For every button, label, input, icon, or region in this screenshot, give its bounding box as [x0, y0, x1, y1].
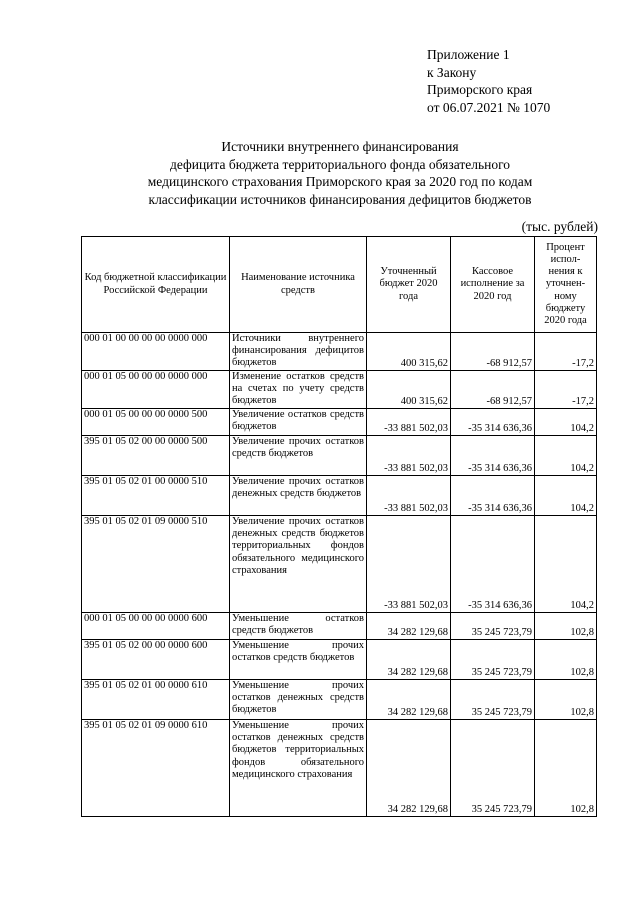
- cell-budget: 400 315,62: [367, 333, 451, 371]
- table-row: [82, 680, 597, 720]
- cell-code: 000 01 05 00 00 00 0000 600: [82, 613, 230, 640]
- cell-name: Изменение остатков средств на счетах по учету средств бюджетов: [230, 371, 367, 409]
- header-pct-line: бюджету: [545, 302, 586, 314]
- cell-exec: -68 912,57: [451, 371, 535, 409]
- table-row: [82, 409, 597, 436]
- title-line: дефицита бюджета территориального фонда обязательного: [169, 156, 511, 172]
- appendix-line: Приложение 1: [427, 47, 510, 62]
- cell-code: 000 01 00 00 00 00 0000 000: [82, 333, 230, 371]
- header-pct-line: испол-: [550, 253, 581, 265]
- title-line: медицинского страхования Приморского края за 2020 год по кодам: [147, 174, 533, 189]
- title-line: Источники внутреннего финансирования: [221, 139, 459, 154]
- header-pct: [535, 237, 597, 333]
- table-row: [82, 333, 597, 371]
- cell-code: 395 01 05 02 00 00 0000 500: [82, 436, 230, 476]
- cell-exec: 35 245 723,79: [451, 720, 535, 817]
- header-pct-line: ному: [554, 290, 577, 302]
- cell-budget: -33 881 502,03: [367, 409, 451, 436]
- cell-name: Уменьшение прочих остатков средств бюджетов: [230, 640, 367, 680]
- cell-pct: 104,2: [535, 436, 597, 476]
- cell-budget: 400 315,62: [367, 371, 451, 409]
- cell-pct: 104,2: [535, 476, 597, 516]
- appendix-line: от 06.07.2021 № 1070: [427, 99, 551, 115]
- cell-budget: -33 881 502,03: [367, 476, 451, 516]
- cell-name: Уменьшение прочих остатков денежных средств бюджетов территориальных фондов обязательного медицинского страхования: [230, 720, 367, 817]
- cell-exec: 35 245 723,79: [451, 640, 535, 680]
- table-row: [82, 516, 597, 613]
- cell-code: 395 01 05 02 01 09 0000 510: [82, 516, 230, 613]
- table-row: [82, 436, 597, 476]
- cell-name: Увеличение прочих остатков денежных средств бюджетов территориальных фондов обязательного медицинского страхования: [230, 516, 367, 613]
- cell-pct: -17,2: [535, 371, 597, 409]
- cell-code: 000 01 05 00 00 00 0000 500: [82, 409, 230, 436]
- header-pct-line: уточнен-: [545, 278, 586, 290]
- header-pct-line: Процент: [546, 241, 585, 253]
- appendix-line: к Закону: [427, 64, 477, 80]
- table-row: [82, 476, 597, 516]
- cell-name: Увеличение остатков средств бюджетов: [230, 409, 367, 436]
- table-row: [82, 371, 597, 409]
- table-row: [82, 613, 597, 640]
- cell-exec: -35 314 636,36: [451, 476, 535, 516]
- cell-code: 395 01 05 02 01 00 0000 610: [82, 680, 230, 720]
- cell-budget: 34 282 129,68: [367, 720, 451, 817]
- cell-budget: 34 282 129,68: [367, 613, 451, 640]
- header-pct-line: нения к: [548, 266, 583, 278]
- header-code: Код бюджетной классификации Российской Федерации: [82, 237, 230, 333]
- cell-name: Уменьшение остатков средств бюджетов: [230, 613, 367, 640]
- title-line: классификации источников финансирования дефицитов бюджетов: [148, 191, 532, 207]
- units-label: (тыс. рублей): [521, 219, 598, 234]
- appendix-line: Приморского края: [427, 82, 533, 98]
- cell-exec: -68 912,57: [451, 333, 535, 371]
- cell-code: 000 01 05 00 00 00 0000 000: [82, 371, 230, 409]
- cell-exec: 35 245 723,79: [451, 613, 535, 640]
- cell-name: Увеличение прочих остатков денежных средств бюджетов: [230, 476, 367, 516]
- cell-pct: 104,2: [535, 516, 597, 613]
- cell-budget: -33 881 502,03: [367, 516, 451, 613]
- appendix-note: [427, 46, 627, 116]
- cell-name: Источники внутреннего финансирования дефицитов бюджетов: [230, 333, 367, 371]
- cell-pct: 102,8: [535, 720, 597, 817]
- cell-code: 395 01 05 02 01 09 0000 610: [82, 720, 230, 817]
- sources-table: [81, 236, 597, 817]
- cell-exec: -35 314 636,36: [451, 409, 535, 436]
- cell-exec: -35 314 636,36: [451, 436, 535, 476]
- header-budget: Уточненный бюджет 2020 года: [367, 237, 451, 333]
- cell-code: 395 01 05 02 01 00 0000 510: [82, 476, 230, 516]
- cell-pct: 102,8: [535, 640, 597, 680]
- header-name: Наименование источника средств: [230, 237, 367, 333]
- cell-budget: -33 881 502,03: [367, 436, 451, 476]
- header-pct-line: 2020 года: [544, 315, 587, 326]
- cell-pct: 102,8: [535, 613, 597, 640]
- cell-name: Уменьшение прочих остатков денежных средств бюджетов: [230, 680, 367, 720]
- document-title: [80, 138, 600, 208]
- cell-name: Увеличение прочих остатков средств бюджетов: [230, 436, 367, 476]
- cell-code: 395 01 05 02 00 00 0000 600: [82, 640, 230, 680]
- cell-pct: 104,2: [535, 409, 597, 436]
- table-row: [82, 640, 597, 680]
- cell-pct: -17,2: [535, 333, 597, 371]
- cell-budget: 34 282 129,68: [367, 680, 451, 720]
- table-header-row: [82, 237, 597, 333]
- cell-exec: -35 314 636,36: [451, 516, 535, 613]
- cell-exec: 35 245 723,79: [451, 680, 535, 720]
- header-exec: Кассовое исполнение за 2020 год: [451, 237, 535, 333]
- cell-pct: 102,8: [535, 680, 597, 720]
- table-row: [82, 720, 597, 817]
- cell-budget: 34 282 129,68: [367, 640, 451, 680]
